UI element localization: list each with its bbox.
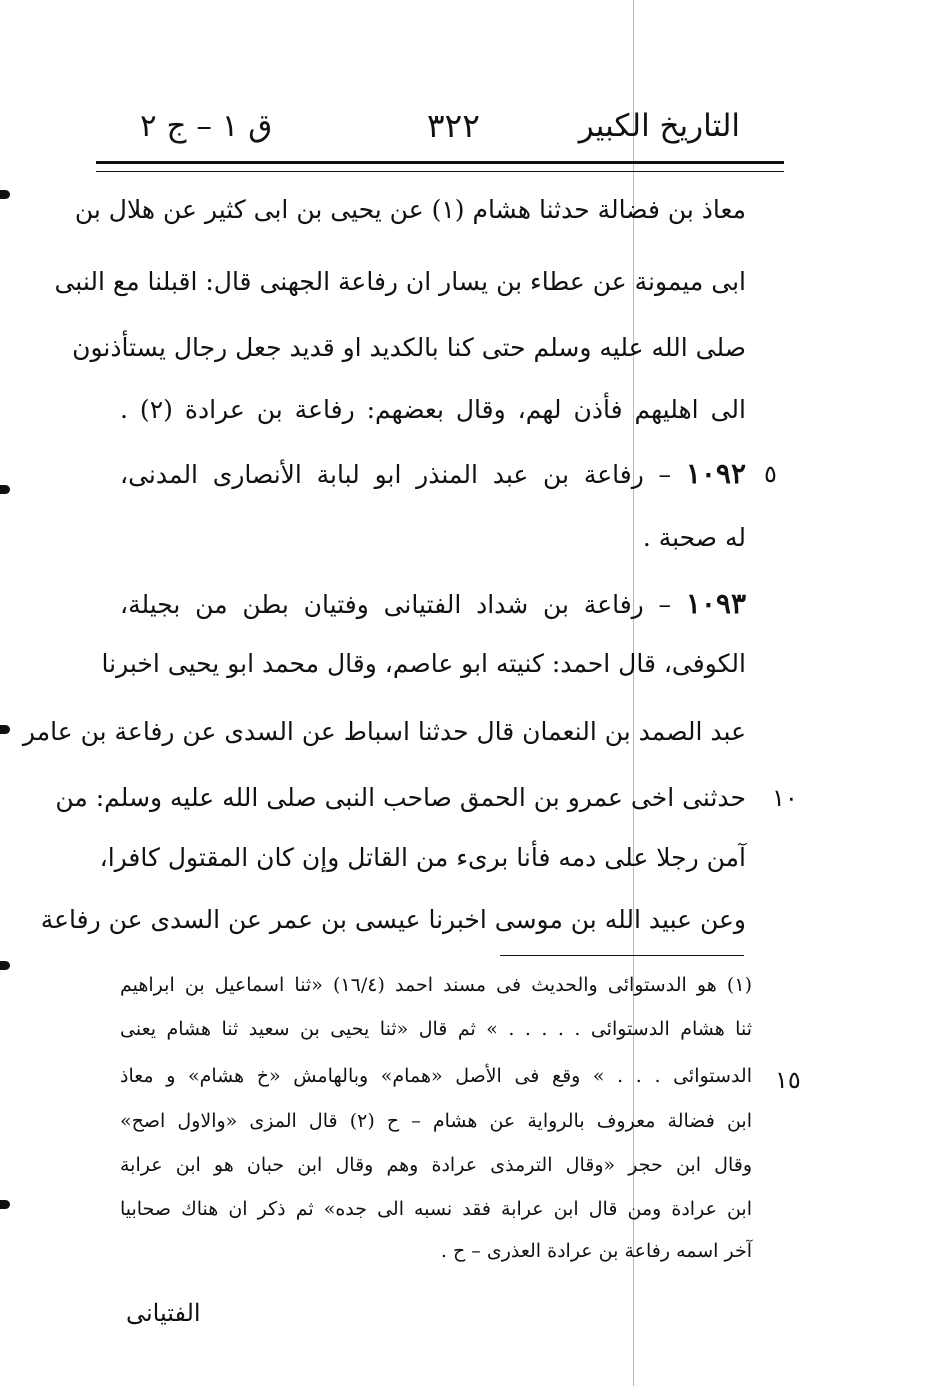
body-line: عبد الصمد بن النعمان قال حدثنا اسباط عن السدى عن رفاعة بن عامر	[22, 717, 746, 746]
scan-edge-mark	[0, 961, 10, 970]
body-line: حدثنى اخى عمرو بن الحمق صاحب النبى صلى الله عليه وسلم: من	[55, 783, 746, 812]
page-number: ٣٢٢	[426, 106, 480, 145]
footnote-line: الدستوائى . . . » وقع فى الأصل «همام» وبالهامش «خ هشام» و معاذ	[120, 1065, 752, 1087]
entry-number: ١٠٩٢	[685, 457, 746, 490]
margin-line-number: ٥	[764, 460, 777, 488]
scan-edge-mark	[0, 725, 10, 734]
running-header	[120, 100, 760, 154]
margin-line-number: ١٥	[775, 1066, 801, 1094]
scan-edge-mark	[0, 1200, 10, 1209]
margin-line-number: ١٠	[772, 784, 798, 812]
body-line: وعن عبيد الله بن موسى اخبرنا عيسى بن عمر عن السدى عن رفاعة	[40, 905, 746, 934]
body-line: ابى ميمونة عن عطاء بن يسار ان رفاعة الجهنى قال: اقبلنا مع النبى	[54, 267, 746, 296]
footnote-line: ابن فضالة معروف بالرواية عن هشام – ح (٢) قال المزى «والاول اصح»	[120, 1110, 752, 1132]
body-line: صلى الله عليه وسلم حتى كنا بالكديد او قديد جعل رجال يستأذنون	[72, 333, 746, 362]
body-line: الى اهليهم فأذن لهم، وقال بعضهم: رفاعة بن عرادة (٢) .	[120, 395, 746, 424]
entry-1093-heading: ١٠٩٣ – رفاعة بن شداد الفتيانى وفتيان بطن من بجيلة،	[120, 587, 746, 620]
book-title: التاريخ الكبير	[578, 108, 740, 144]
footnote-line: (١) هو الدستوائى والحديث فى مسند احمد (١٦/٤) «ثنا اسماعيل بن ابراهيم	[120, 974, 752, 996]
footnote-line: وقال ابن حجر «وقال الترمذى عرادة وهم وقال ابن حبان هو ابن عرابة	[120, 1154, 752, 1176]
footnote-line: ثنا هشام الدستوائى . . . . . » ثم قال «ثنا يحيى بن سعيد ثنا هشام يعنى	[120, 1018, 752, 1040]
catchword: الفتيانى	[126, 1299, 201, 1327]
header-rule	[96, 161, 784, 164]
body-line: معاذ بن فضالة حدثنا هشام (١) عن يحيى بن ابى كثير عن هلال بن	[74, 195, 746, 224]
body-line: له صحبة .	[642, 523, 746, 552]
body-line: الكوفى، قال احمد: كنيته ابو عاصم، وقال محمد ابو يحيى اخبرنا	[101, 649, 746, 678]
footnote-line: آخر اسمه رفاعة بن عرادة العذرى – ح .	[440, 1240, 752, 1262]
scan-edge-mark	[0, 485, 10, 494]
scan-edge-mark	[0, 190, 10, 199]
entry-1092-heading: ١٠٩٢ – رفاعة بن عبد المنذر ابو لبابة الأنصارى المدنى،	[120, 457, 746, 490]
entry-number: ١٠٩٣	[685, 587, 746, 620]
footnote-line: ابن عرادة ومن قال ابن عرابة فقد نسبه الى جده» ثم ذكر ان هناك صحابيا	[120, 1198, 752, 1220]
body-line: آمن رجلا على دمه فأنا برىء من القاتل وإن كان المقتول كافرا،	[99, 843, 746, 872]
volume-reference: ق ١ – ج ٢	[140, 108, 273, 144]
footnote-separator	[500, 955, 744, 956]
header-rule-thin	[96, 171, 784, 172]
